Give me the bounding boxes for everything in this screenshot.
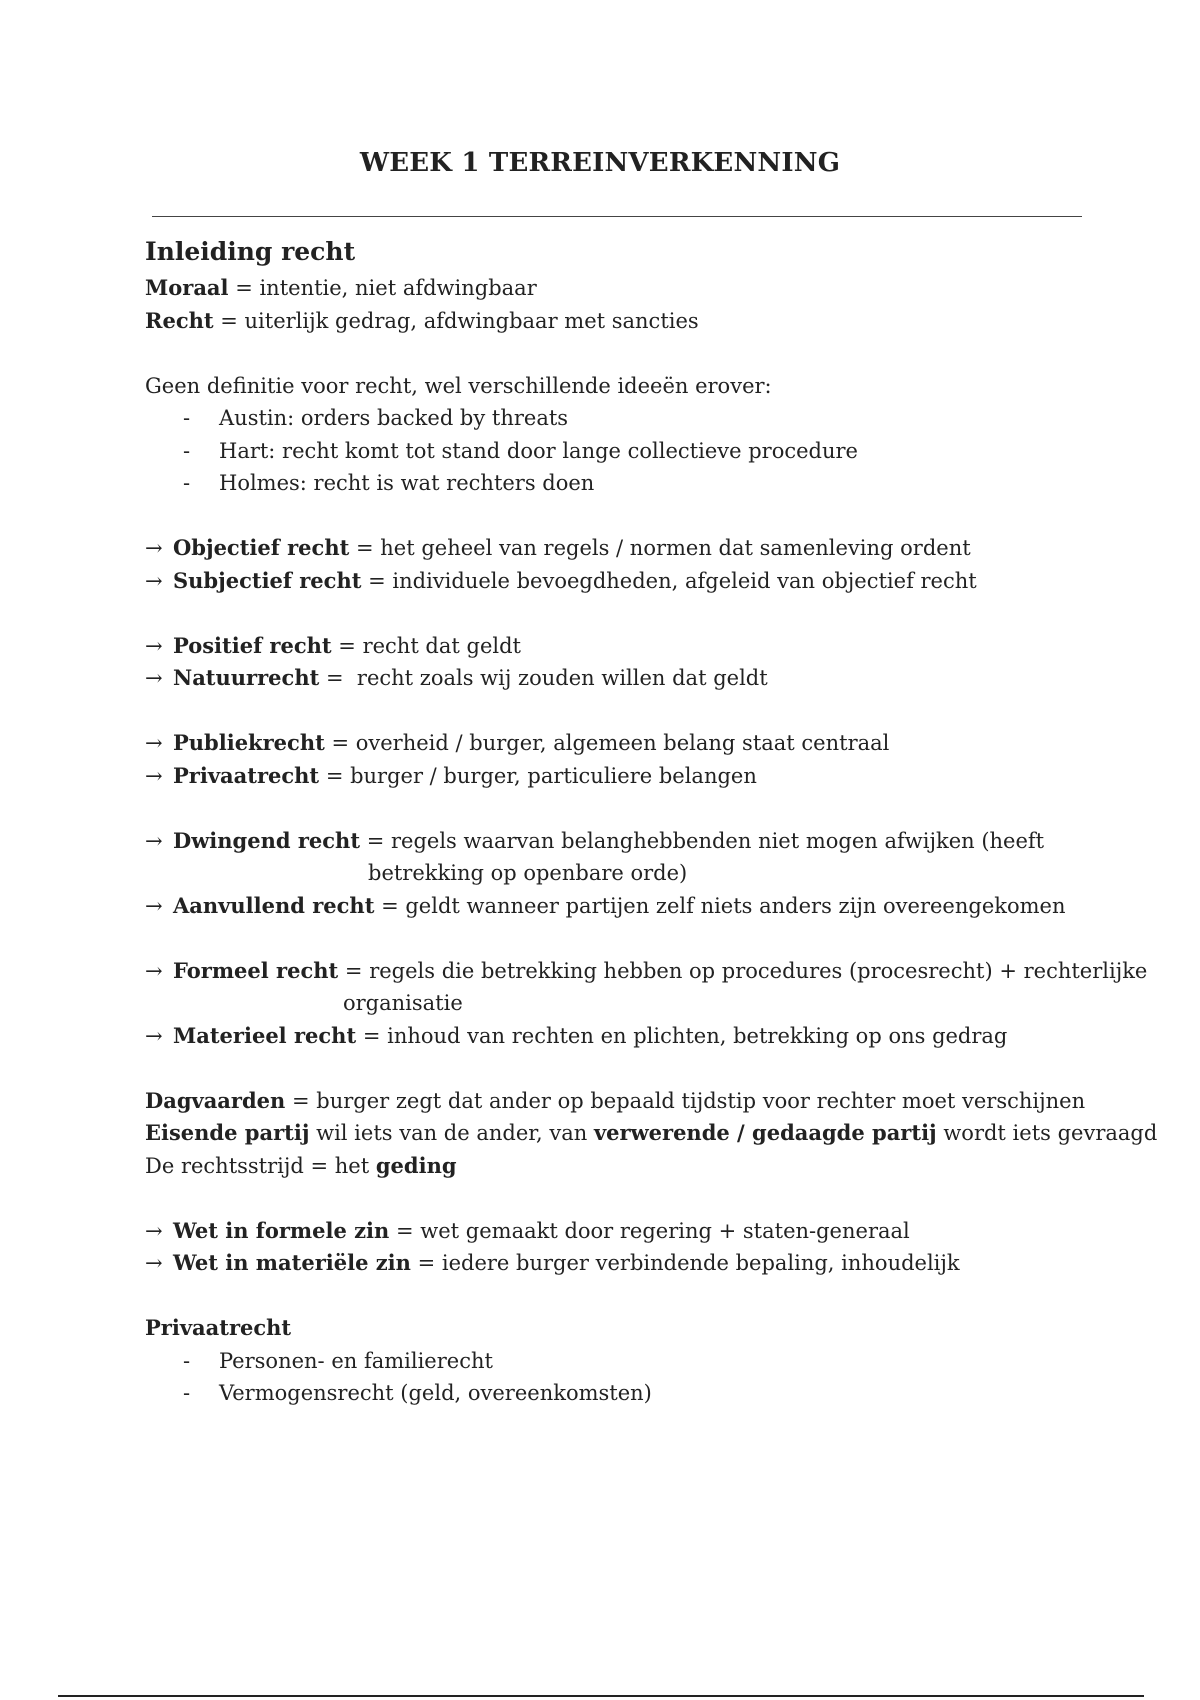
term: Subjectief recht bbox=[173, 567, 362, 593]
term: Publiekrecht bbox=[173, 730, 325, 755]
definition-text: uiterlijk gedrag, afdwingbaar met sancties bbox=[244, 308, 699, 333]
definition-aanvullend-recht bbox=[145, 890, 1105, 923]
definition-dwingend-recht bbox=[145, 825, 1105, 858]
definition-text: geldt wanneer partijen zelf niets anders zijn overeengekomen bbox=[405, 893, 1066, 918]
list-item-text: Holmes: recht is wat rechters doen bbox=[219, 471, 595, 495]
arrow-icon: → bbox=[145, 536, 163, 560]
rechtsstrijd-line bbox=[145, 1150, 1105, 1183]
term: Aanvullend recht bbox=[173, 892, 375, 918]
definition-moraal bbox=[145, 272, 1105, 305]
definition-objectief-recht bbox=[145, 532, 1105, 565]
definition-text: burger zegt dat ander op bepaald tijdstip voor rechter moet verschijnen bbox=[316, 1088, 1086, 1113]
title-divider bbox=[152, 216, 1082, 217]
definition-text: burger / burger, particuliere belangen bbox=[350, 763, 757, 788]
subheading-privaatrecht bbox=[145, 1312, 1105, 1345]
sep: = bbox=[349, 536, 381, 560]
document-content bbox=[145, 232, 1158, 1410]
list-item-text: Personen- en familierecht bbox=[219, 1348, 493, 1373]
arrow-icon: → bbox=[145, 958, 163, 983]
term: Dwingend recht bbox=[173, 827, 361, 853]
definition-recht bbox=[145, 305, 1105, 338]
list-item bbox=[145, 435, 1105, 468]
term: verwerende / gedaagde partij bbox=[593, 1120, 937, 1145]
bullet-dash: - bbox=[183, 1348, 191, 1373]
term: Eisende partij bbox=[145, 1120, 310, 1145]
list-item-text: Vermogensrecht (geld, overeenkomsten) bbox=[219, 1381, 652, 1405]
definition-wet-materiele-zin bbox=[145, 1247, 1105, 1280]
definition-text: het geheel van regels / normen dat samenleving ordent bbox=[380, 536, 971, 560]
definition-text: iedere burger verbindende bepaling, inhoudelijk bbox=[441, 1251, 960, 1275]
subheading-text: Privaatrecht bbox=[145, 1315, 292, 1340]
definition-subjectief-recht bbox=[145, 565, 1105, 598]
list-item-text: Hart: recht komt tot stand door lange collectieve procedure bbox=[219, 438, 858, 463]
sep: = bbox=[213, 308, 245, 333]
definition-materieel-recht bbox=[145, 1020, 1105, 1053]
sep: = bbox=[410, 1251, 442, 1275]
definition-text: regels die betrekking hebben op procedures (procesrecht) + rechterlijke bbox=[369, 958, 1148, 983]
list-item bbox=[145, 1377, 1105, 1410]
arrow-icon: → bbox=[145, 828, 163, 853]
list-item bbox=[145, 467, 1105, 500]
arrow-icon: → bbox=[145, 633, 163, 658]
bullet-dash: - bbox=[183, 471, 191, 495]
sep: = bbox=[319, 666, 357, 690]
term: Objectief recht bbox=[173, 535, 350, 560]
definition-positief-recht bbox=[145, 630, 1105, 663]
page-bottom-divider bbox=[58, 1695, 1144, 1697]
term: Formeel recht bbox=[173, 957, 339, 983]
definition-wet-formele-zin bbox=[145, 1215, 1105, 1248]
page-title: WEEK 1 TERREINVERKENNING bbox=[359, 148, 841, 178]
definition-text: intentie, niet afdwingbaar bbox=[259, 276, 537, 300]
bullet-dash: - bbox=[183, 406, 191, 430]
term: Dagvaarden bbox=[145, 1087, 286, 1113]
arrow-icon: → bbox=[145, 666, 163, 690]
term: Recht bbox=[145, 307, 214, 333]
sep: = bbox=[361, 568, 393, 593]
arrow-icon: → bbox=[145, 1023, 163, 1048]
arrow-icon: → bbox=[145, 731, 163, 755]
term: Wet in formele zin bbox=[173, 1217, 390, 1243]
term: geding bbox=[375, 1152, 457, 1178]
definition-text: individuele bevoegdheden, afgeleid van objectief recht bbox=[392, 568, 977, 593]
intro-line: Geen definitie voor recht, wel verschillende ideeën erover: bbox=[145, 373, 772, 398]
eisende-partij-line bbox=[145, 1117, 1158, 1150]
term: Natuurrecht bbox=[173, 665, 320, 690]
term: Privaatrecht bbox=[173, 762, 320, 788]
arrow-icon: → bbox=[145, 893, 163, 918]
sep: = bbox=[389, 1218, 421, 1243]
text: De rechtsstrijd = het bbox=[145, 1153, 376, 1178]
arrow-icon: → bbox=[145, 568, 163, 593]
definition-natuurrecht bbox=[145, 662, 1105, 695]
sep: = bbox=[319, 763, 351, 788]
definition-text: inhoud van rechten en plichten, betrekking op ons gedrag bbox=[387, 1023, 1008, 1048]
definition-dagvaarden bbox=[145, 1085, 1105, 1118]
sep: = bbox=[228, 276, 260, 300]
definition-continuation: organisatie bbox=[343, 991, 463, 1015]
sep: = bbox=[374, 893, 406, 918]
definition-text: recht dat geldt bbox=[362, 633, 521, 658]
definition-text: recht zoals wij zouden willen dat geldt bbox=[356, 666, 768, 690]
term: Positief recht bbox=[173, 632, 332, 658]
list-item-text: Austin: orders backed by threats bbox=[219, 406, 569, 430]
sep: = bbox=[331, 633, 363, 658]
sep: = bbox=[338, 958, 370, 983]
definition-privaatrecht bbox=[145, 760, 1105, 793]
arrow-icon: → bbox=[145, 1251, 163, 1275]
term: Wet in materiële zin bbox=[173, 1250, 411, 1275]
arrow-icon: → bbox=[145, 763, 163, 788]
definition-publiekrecht bbox=[145, 727, 1105, 760]
text: wil iets van de ander, van bbox=[309, 1121, 594, 1145]
definition-text: wet gemaakt door regering + staten-generaal bbox=[420, 1218, 910, 1243]
bullet-dash: - bbox=[183, 438, 191, 463]
definition-text: regels waarvan belanghebbenden niet mogen afwijken (heeft bbox=[390, 828, 1045, 853]
arrow-icon: → bbox=[145, 1218, 163, 1243]
sep: = bbox=[356, 1023, 388, 1048]
term: Moraal bbox=[145, 275, 229, 300]
definition-text: overheid / burger, algemeen belang staat centraal bbox=[355, 731, 890, 755]
term: Materieel recht bbox=[173, 1022, 357, 1048]
sep: = bbox=[360, 828, 391, 853]
text: wordt iets gevraagd bbox=[936, 1121, 1158, 1145]
section-heading: Inleiding recht bbox=[145, 237, 356, 266]
definition-formeel-recht bbox=[145, 955, 1148, 988]
sep: = bbox=[285, 1088, 317, 1113]
list-item bbox=[145, 402, 1105, 435]
sep: = bbox=[324, 731, 356, 755]
definition-continuation: betrekking op openbare orde) bbox=[368, 861, 688, 885]
list-item bbox=[145, 1345, 1105, 1378]
bullet-dash: - bbox=[183, 1381, 191, 1405]
